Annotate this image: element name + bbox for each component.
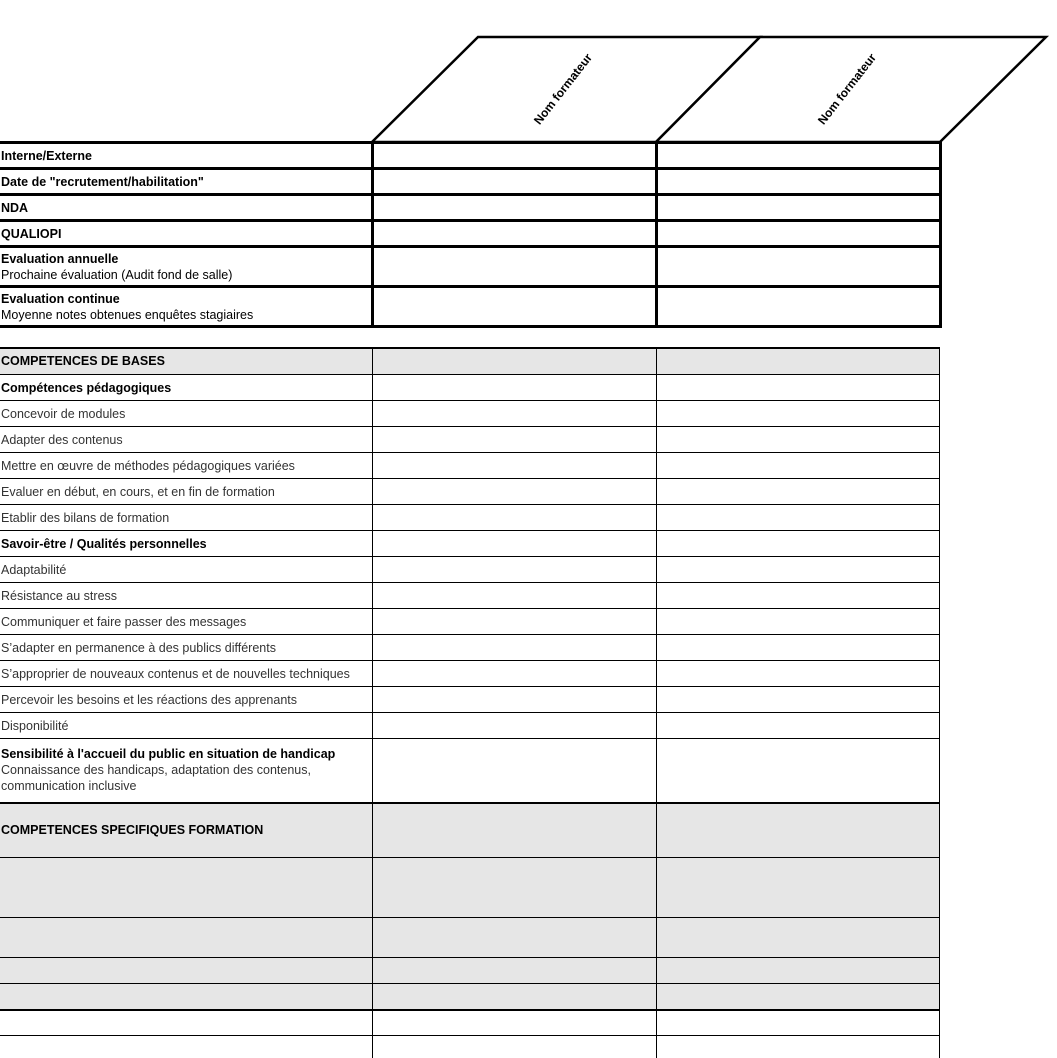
admin-label-qualiopi: QUALIOPI <box>1 227 62 241</box>
skill-label: Mettre en œuvre de méthodes pédagogiques variées <box>1 459 295 473</box>
skill-label: Percevoir les besoins et les réactions des apprenants <box>1 693 297 707</box>
handicap-sub-line-1: Connaissance des handicaps, adaptation des contenus, <box>1 763 311 777</box>
table-cell[interactable] <box>656 556 940 582</box>
table-row-empty <box>0 1035 940 1058</box>
table-cell[interactable] <box>372 1009 656 1035</box>
continuous-eval-sub: Moyenne notes obtenues enquêtes stagiaires <box>1 308 254 322</box>
table-cell[interactable] <box>656 347 940 374</box>
admin-label-continuous-evaluation <box>1 291 253 323</box>
table-cell[interactable] <box>372 983 656 1009</box>
group-title-soft-skills: Savoir-être / Qualités personnelles <box>1 537 207 551</box>
table-row <box>0 426 940 452</box>
table-row <box>0 686 940 712</box>
table-row <box>0 556 940 582</box>
table-row-empty <box>0 857 940 917</box>
table-cell[interactable] <box>372 608 656 634</box>
table-cell[interactable] <box>656 857 940 917</box>
group-row-soft-skills <box>0 530 940 556</box>
skill-label: Communiquer et faire passer des messages <box>1 615 247 629</box>
annual-eval-title: Evaluation annuelle <box>1 252 119 266</box>
table-cell[interactable] <box>656 608 940 634</box>
table-row <box>0 712 940 738</box>
table-row-empty <box>0 983 940 1009</box>
admin-label-recruitment-date: Date de "recrutement/habilitation" <box>1 175 204 189</box>
slanted-header <box>0 0 1057 145</box>
table-row <box>0 452 940 478</box>
group-row-pedagogy <box>0 374 940 400</box>
table-cell[interactable] <box>372 634 656 660</box>
table-cell[interactable] <box>656 983 940 1009</box>
table-row <box>0 478 940 504</box>
table-cell[interactable] <box>656 478 940 504</box>
table-cell[interactable] <box>372 712 656 738</box>
table-row <box>0 582 940 608</box>
table-row <box>0 660 940 686</box>
table-row <box>0 634 940 660</box>
table-cell[interactable] <box>656 374 940 400</box>
table-cell[interactable] <box>656 1035 940 1058</box>
table-cell[interactable] <box>656 426 940 452</box>
table-cell[interactable] <box>372 426 656 452</box>
table-cell[interactable] <box>372 400 656 426</box>
table-cell[interactable] <box>372 452 656 478</box>
table-cell[interactable] <box>372 1035 656 1058</box>
table-row-empty <box>0 957 940 983</box>
skill-label: Etablir des bilans de formation <box>1 511 170 525</box>
table-cell[interactable] <box>656 452 940 478</box>
table-cell[interactable] <box>656 957 940 983</box>
skill-label: Résistance au stress <box>1 589 118 603</box>
table-cell[interactable] <box>656 686 940 712</box>
section-title-base: COMPETENCES DE BASES <box>1 354 165 368</box>
table-cell[interactable] <box>656 1009 940 1035</box>
trainer-name-header-2[interactable]: Nom formateur <box>815 50 880 128</box>
table-cell[interactable] <box>372 857 656 917</box>
skill-label: Disponibilité <box>1 719 69 733</box>
table-cell[interactable] <box>656 504 940 530</box>
table-cell[interactable] <box>372 957 656 983</box>
trainer-name-header-1[interactable]: Nom formateur <box>531 50 596 128</box>
table-row <box>0 400 940 426</box>
table-cell[interactable] <box>372 582 656 608</box>
table-cell[interactable] <box>656 917 940 957</box>
table-row <box>0 504 940 530</box>
group-title-pedagogy: Compétences pédagogiques <box>1 381 172 395</box>
table-cell[interactable] <box>372 738 656 802</box>
skill-label: S’adapter en permanence à des publics différents <box>1 641 276 655</box>
section-row-specific <box>0 802 940 857</box>
table-cell[interactable] <box>656 738 940 802</box>
table-cell[interactable] <box>656 660 940 686</box>
admin-label-nda: NDA <box>1 201 29 215</box>
skill-label: Evaluer en début, en cours, et en fin de formation <box>1 485 275 499</box>
table-cell[interactable] <box>656 582 940 608</box>
handicap-row <box>0 738 940 802</box>
table-cell[interactable] <box>656 802 940 857</box>
table-cell[interactable] <box>656 712 940 738</box>
table-cell[interactable] <box>372 556 656 582</box>
skill-label: Adapter des contenus <box>1 433 123 447</box>
table-cell[interactable] <box>372 347 656 374</box>
section-title-specific: COMPETENCES SPECIFIQUES FORMATION <box>1 823 264 837</box>
table-cell[interactable] <box>656 400 940 426</box>
table-cell[interactable] <box>372 478 656 504</box>
table-cell[interactable] <box>372 530 656 556</box>
table-cell[interactable] <box>372 917 656 957</box>
skill-label: Adaptabilité <box>1 563 67 577</box>
table-row <box>0 608 940 634</box>
handicap-sub-line-2: communication inclusive <box>1 779 137 793</box>
admin-value-cell[interactable] <box>658 144 939 167</box>
table-cell[interactable] <box>372 660 656 686</box>
table-cell[interactable] <box>656 530 940 556</box>
table-cell[interactable] <box>372 686 656 712</box>
section-row-base <box>0 347 940 374</box>
table-row-empty <box>0 917 940 957</box>
table-cell[interactable] <box>372 374 656 400</box>
table-cell[interactable] <box>656 634 940 660</box>
annual-eval-sub: Prochaine évaluation (Audit fond de salle) <box>1 268 233 282</box>
handicap-title: Sensibilité à l'accueil du public en situation de handicap <box>1 747 336 761</box>
table-cell[interactable] <box>372 802 656 857</box>
table-row-empty <box>0 1009 940 1035</box>
continuous-eval-title: Evaluation continue <box>1 292 120 306</box>
skill-label: Concevoir de modules <box>1 407 126 421</box>
table-cell[interactable] <box>372 504 656 530</box>
skill-label: S’approprier de nouveaux contenus et de nouvelles techniques <box>1 667 350 681</box>
admin-value-cell[interactable] <box>374 144 655 167</box>
admin-label-internal-external: Interne/Externe <box>1 149 93 163</box>
admin-label-annual-evaluation <box>1 251 232 283</box>
